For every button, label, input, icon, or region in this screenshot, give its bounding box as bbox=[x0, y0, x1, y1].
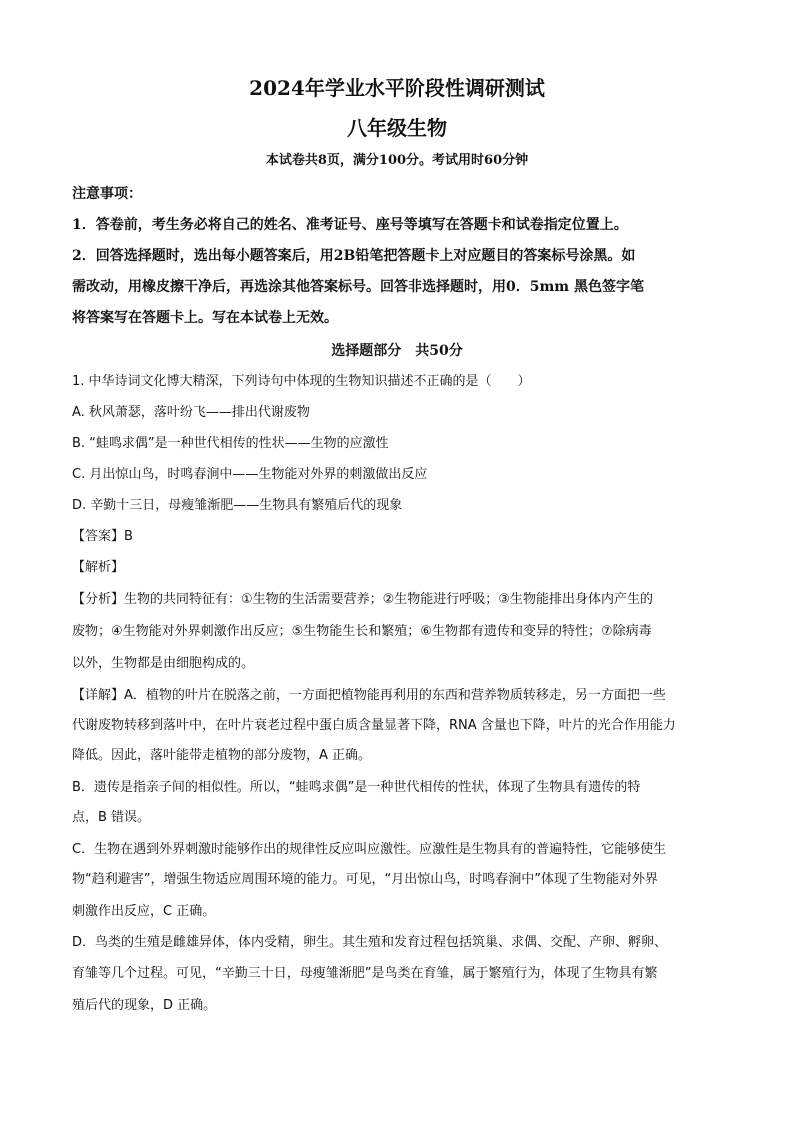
option-b: B. “蛙鸣求偶”是一种世代相传的性状——生物的应激性 bbox=[72, 436, 389, 451]
detail-line: B．遗传是指亲子间的相似性。所以，“蛙鸣求偶”是一种世代相传的性状，体现了生物具有遗传的特 bbox=[72, 780, 641, 795]
detail-line: 点，B 错误。 bbox=[72, 810, 151, 825]
detail-line: 殖后代的现象，D 正确。 bbox=[72, 998, 217, 1013]
option-d: D. 辛勤十三日，母瘦雏渐肥——生物具有繁殖后代的现象 bbox=[72, 498, 403, 513]
option-a: A. 秋风萧瑟，落叶纷飞——排出代谢废物 bbox=[72, 405, 310, 420]
detail-line: 【详解】A．植物的叶片在脱落之前，一方面把植物能再利用的东西和营养物质转移走，另一方面把一些 bbox=[72, 688, 666, 703]
analysis-line: 【分析】生物的共同特征有：①生物的生活需要营养；②生物能进行呼吸；③生物能排出身体内产生的 bbox=[72, 592, 653, 607]
answer-line: 【答案】B bbox=[72, 529, 133, 544]
option-c: C. 月出惊山鸟，时鸣春涧中——生物能对外界的刺激做出反应 bbox=[72, 467, 428, 482]
detail-line: 降低。因此，落叶能带走植物的部分废物，A 正确。 bbox=[72, 748, 372, 763]
detail-line: 物“趋利避害”，增强生物适应周围环境的能力。可见，“月出惊山鸟，时鸣春涧中”体现了生物能对外界 bbox=[72, 872, 658, 887]
notice-heading: 注意事项： bbox=[72, 186, 142, 202]
notice-item: 1．答卷前，考生务必将自己的姓名、准考证号、座号等填写在答题卡和试卷指定位置上。 bbox=[72, 217, 628, 233]
analysis-line: 废物；④生物能对外界刺激作出反应；⑤生物能生长和繁殖；⑥生物都有遗传和变异的特性；⑦除病毒 bbox=[72, 624, 652, 639]
section-heading: 选择题部分 共50分 bbox=[331, 343, 463, 359]
detail-line: 刺激作出反应，C 正确。 bbox=[72, 904, 216, 919]
notice-item: 2．回答选择题时，选出每小题答案后，用2B铅笔把答题卡上对应题目的答案标号涂黑。如 bbox=[72, 248, 636, 264]
detail-line: 代谢废物转移到落叶中，在叶片衰老过程中蛋白质含量显著下降，RNA 含量也下降，叶片的光合作用能力 bbox=[72, 718, 676, 733]
exam-info: 本试卷共8页，满分100分。考试用时60分钟 bbox=[265, 153, 529, 168]
question-stem: 1. 中华诗词文化博大精深，下列诗句中体现的生物知识描述不正确的是（ ） bbox=[72, 374, 531, 389]
exam-title: 2024年学业水平阶段性调研测试 bbox=[249, 76, 545, 100]
detail-line: C．生物在遇到外界刺激时能够作出的规律性反应叫应激性。应激性是生物具有的普遍特性，它能够使生 bbox=[72, 842, 667, 857]
grade-subject-title: 八年级生物 bbox=[347, 116, 447, 140]
notice-item: 需改动，用橡皮擦干净后，再选涂其他答案标号。回答非选择题时，用0．5mm 黑色签字笔 bbox=[72, 279, 644, 295]
detail-line: D．鸟类的生殖是雌雄异体，体内受精，卵生。其生殖和发育过程包括筑巢、求偶、交配、产卵、孵卵、 bbox=[72, 935, 668, 950]
analysis-label: 【解析】 bbox=[72, 560, 125, 575]
notice-item: 将答案写在答题卡上。写在本试卷上无效。 bbox=[72, 310, 338, 326]
analysis-line: 以外，生物都是由细胞构成的。 bbox=[72, 656, 255, 671]
detail-line: 育雏等几个过程。可见，“辛勤三十日，母瘦雏渐肥”是鸟类在育雏，属于繁殖行为，体现了生物具有繁 bbox=[72, 966, 658, 981]
